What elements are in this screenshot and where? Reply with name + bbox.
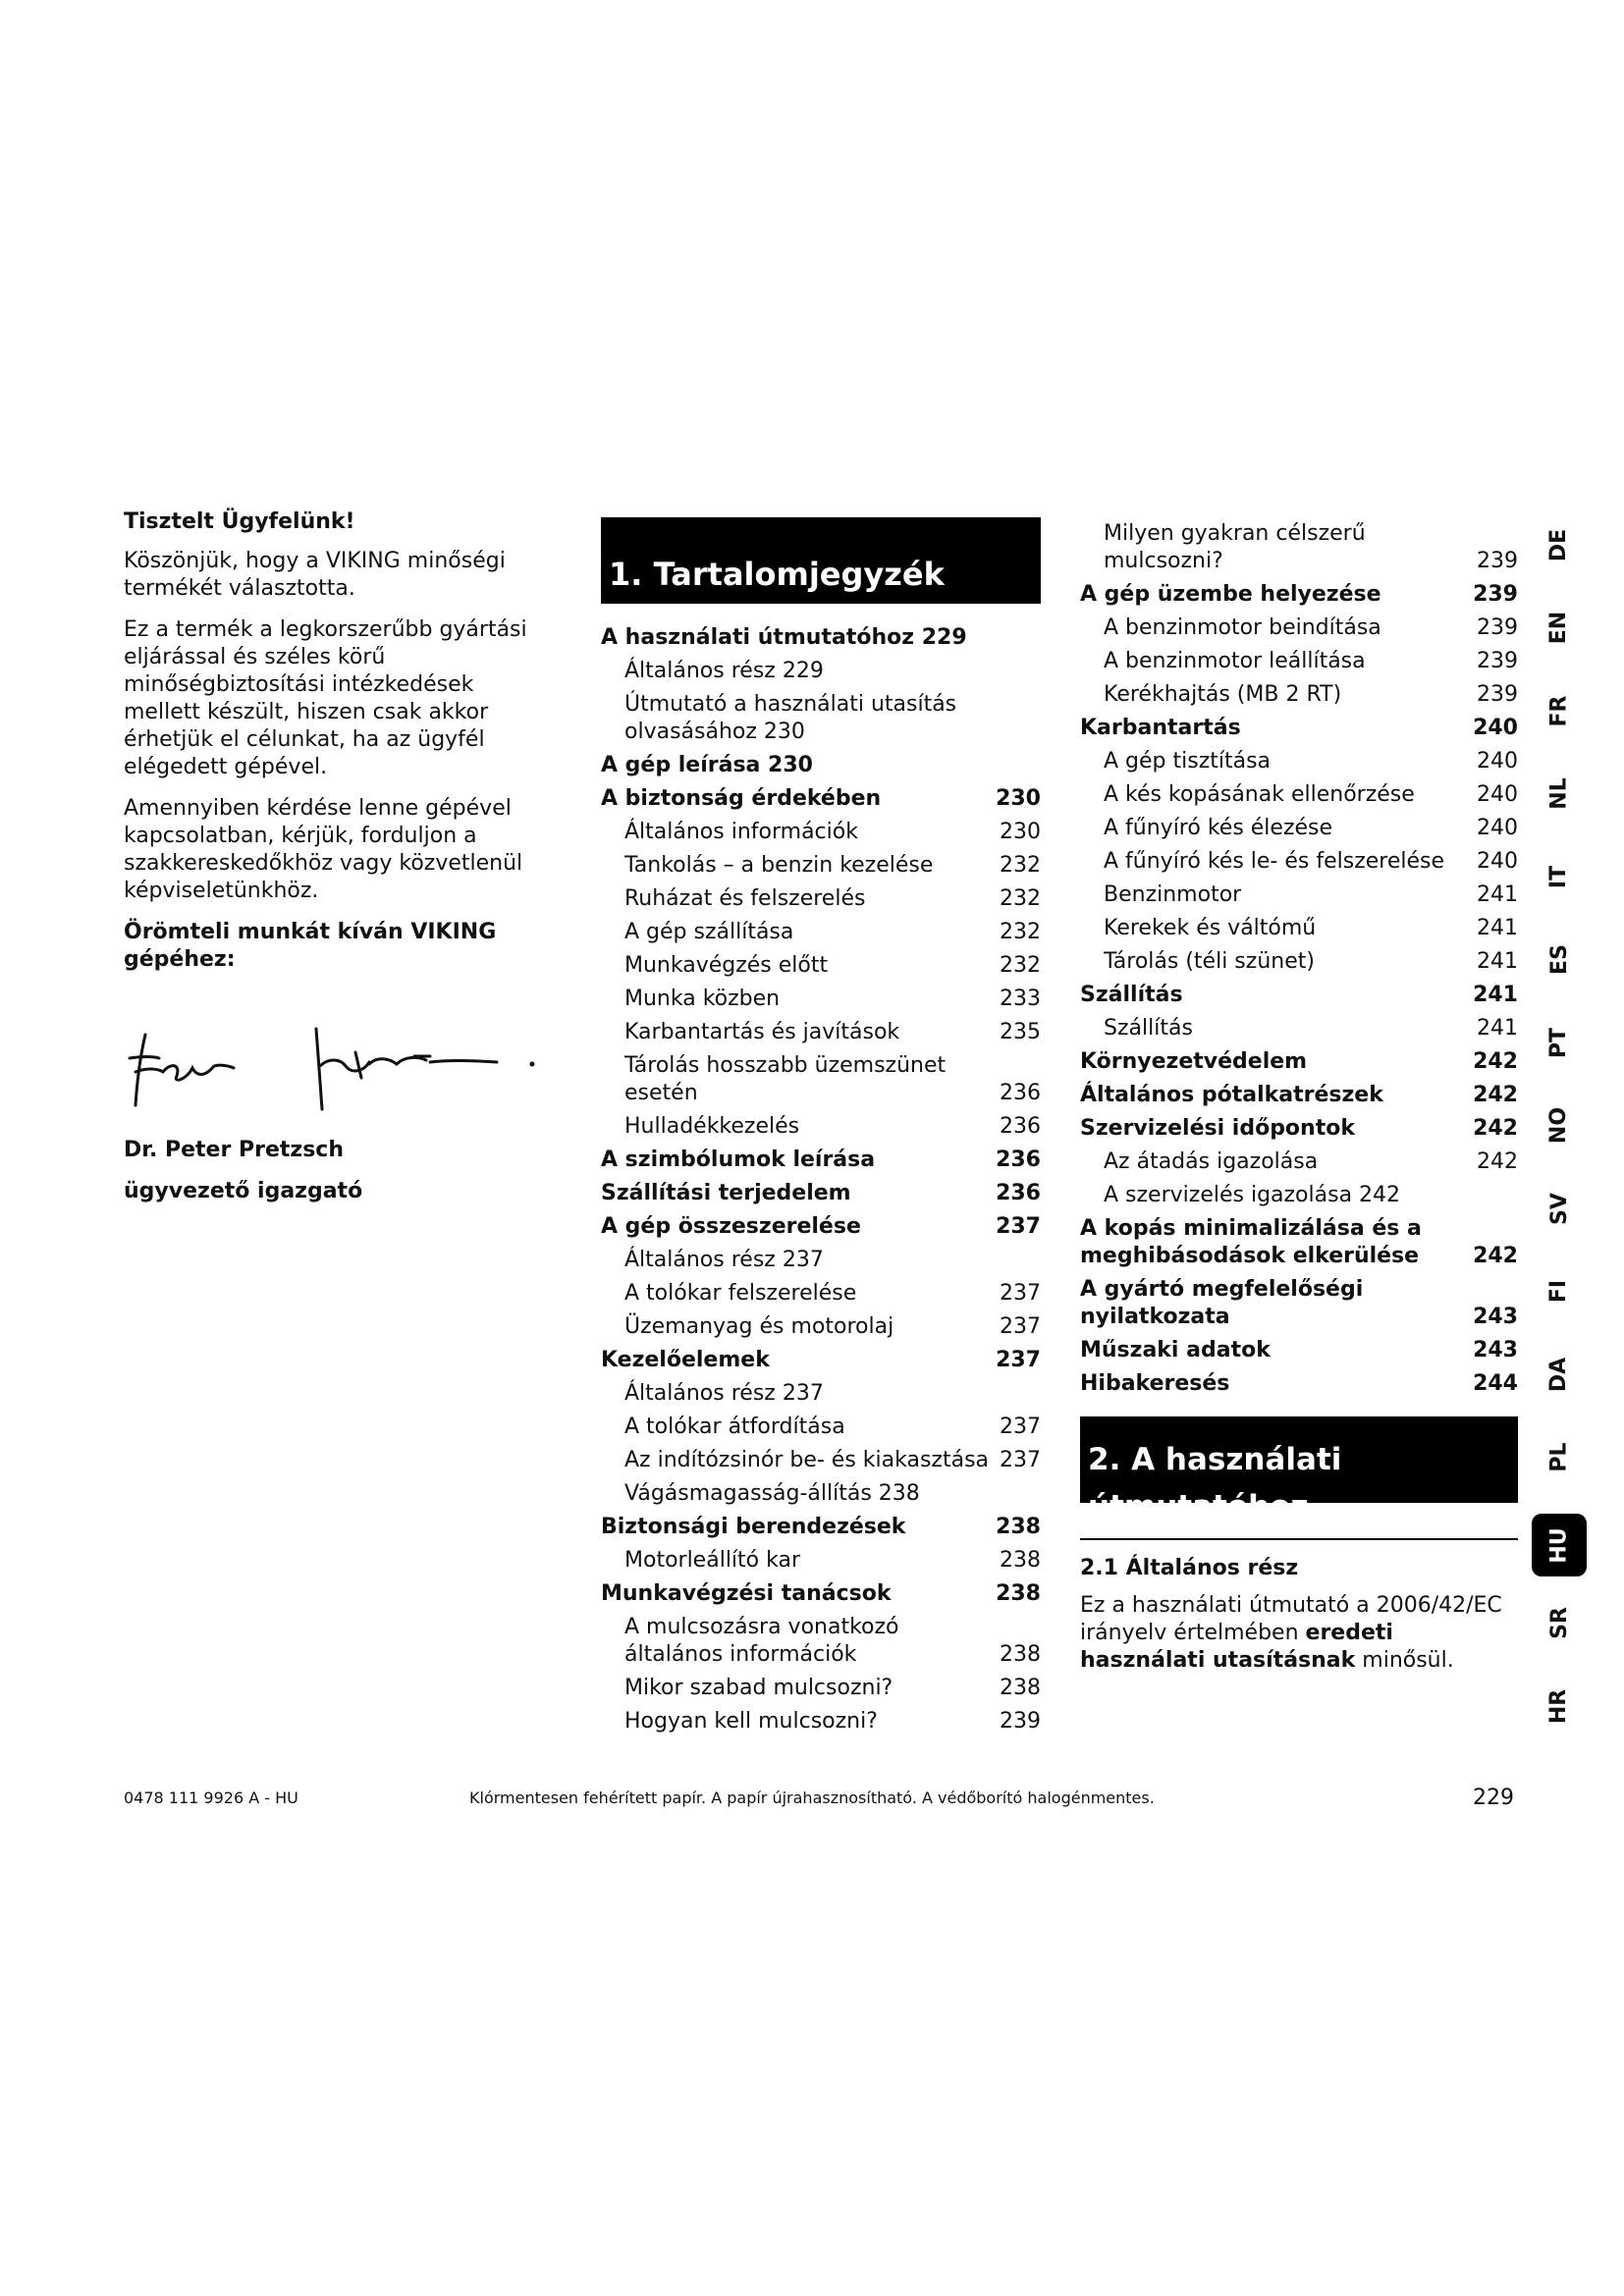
toc-entry-page: 242 <box>1477 1149 1518 1174</box>
language-tab-fi <box>1532 1265 1587 1318</box>
toc-entry-page: 239 <box>1473 582 1518 607</box>
toc-entry-page: 241 <box>1477 1016 1518 1041</box>
toc-entry-title: A gép leírása 230 <box>601 753 813 777</box>
toc-entry-page: 238 <box>1000 1548 1041 1573</box>
footer-note: Klórmentesen fehérített papír. A papír újrahasznosítható. A védőborító halogénmentes. <box>469 1789 1155 1807</box>
intro-paragraph-2: Ez a termék a legkorszerűbb gyártási eljárással és széles körű minőségbiztosítási intézkedések mellett készült, hiszen csak akkor érhetjük el célunkat, ha az ügyfél elégedett gépével. <box>124 617 527 779</box>
toc-entry <box>1080 979 1518 1012</box>
toc-entry-page: 240 <box>1477 782 1518 807</box>
toc-entry <box>601 1544 1041 1577</box>
toc-entry <box>601 1177 1041 1210</box>
toc-entry-page: 241 <box>1477 916 1518 940</box>
language-tab-nl <box>1532 768 1587 821</box>
toc-entry-title: A szimbólumok leírása <box>601 1148 876 1172</box>
language-tabs <box>1532 518 1591 1755</box>
toc-entry-page: 242 <box>1473 1244 1518 1268</box>
language-tab-de <box>1532 518 1587 571</box>
toc-entry <box>601 882 1041 916</box>
language-tab-sr <box>1532 1597 1587 1650</box>
toc-entry <box>601 1577 1041 1611</box>
toc-entry-page: 236 <box>996 1148 1041 1172</box>
toc-entry <box>1080 1146 1518 1179</box>
language-tab-pt <box>1532 1016 1587 1069</box>
toc-entry-title: A gép szállítása <box>624 920 794 944</box>
toc-entry-title: A tolókar átfordítása <box>624 1415 845 1439</box>
toc-entry <box>1080 1012 1518 1045</box>
toc-entry-title: Munka közben <box>624 987 781 1011</box>
toc-entry <box>601 1344 1041 1377</box>
toc-entry-title: Milyen gyakran célszerű mulcsozni? <box>1104 521 1366 573</box>
toc-list-2 <box>1080 517 1518 1401</box>
toc-entry-page: 237 <box>996 1214 1041 1239</box>
section-divider <box>1080 1538 1518 1540</box>
language-tab-label: NO <box>1546 1106 1572 1145</box>
toc-entry <box>1080 1045 1518 1079</box>
toc-entry-title: Kerekek és váltómű <box>1104 916 1317 940</box>
language-tab-no <box>1532 1099 1587 1152</box>
toc-entry <box>601 949 1041 983</box>
toc-entry <box>601 621 1041 655</box>
toc-entry-page: 232 <box>1000 886 1041 911</box>
toc-entry <box>601 1049 1041 1110</box>
toc-entry <box>1080 1079 1518 1112</box>
toc-entry-page: 237 <box>1000 1281 1041 1306</box>
toc-entry <box>601 1705 1041 1738</box>
toc-entry-page: 240 <box>1477 749 1518 774</box>
toc-column-2 <box>1080 517 1518 1675</box>
toc-entry-page: 233 <box>1000 987 1041 1011</box>
toc-entry <box>1080 678 1518 712</box>
language-tab-it <box>1532 850 1587 903</box>
toc-entry <box>1080 578 1518 612</box>
toc-entry <box>601 1310 1041 1344</box>
toc-entry-page: 241 <box>1477 882 1518 907</box>
toc-entry-title: Biztonsági berendezések <box>601 1515 906 1539</box>
toc-entry-page: 238 <box>1000 1676 1041 1700</box>
toc-entry-title: Tárolás (téli szünet) <box>1104 949 1315 974</box>
toc-entry-title: Az indítózsinór be- és kiakasztása <box>624 1448 990 1472</box>
toc-entry <box>1080 1367 1518 1401</box>
toc-entry-page: 239 <box>1477 615 1518 640</box>
toc-entry-page: 239 <box>1477 682 1518 707</box>
toc-entry-title: A gép tisztítása <box>1104 749 1272 774</box>
toc-entry <box>601 782 1041 816</box>
toc-entry <box>1080 912 1518 945</box>
language-tab-label: SV <box>1546 1192 1572 1225</box>
toc-entry-title: Általános rész 237 <box>624 1248 824 1272</box>
toc-entry <box>1080 1273 1518 1334</box>
toc-entry-title: Munkavégzési tanácsok <box>601 1581 892 1606</box>
toc-entry-title: Hibakeresés <box>1080 1371 1230 1396</box>
toc-entry <box>601 916 1041 949</box>
toc-entry-title: Tárolás hosszabb üzemszünet esetén <box>624 1053 947 1105</box>
language-tab-sv <box>1532 1182 1587 1235</box>
toc-entry <box>1080 745 1518 778</box>
toc-entry <box>601 1377 1041 1411</box>
toc-entry-title: A mulcsozásra vonatkozó általános információk <box>624 1615 899 1667</box>
toc-title: 1. Tartalomjegyzék <box>601 517 1041 604</box>
toc-entry-title: Mikor szabad mulcsozni? <box>624 1676 893 1700</box>
language-tab-label: FR <box>1546 695 1572 726</box>
toc-entry-page: 236 <box>996 1181 1041 1205</box>
toc-entry <box>601 1110 1041 1144</box>
signature-image <box>124 1017 556 1115</box>
toc-entry-title: Általános rész 237 <box>624 1381 824 1406</box>
toc-entry-title: A szervizelés igazolása 242 <box>1104 1183 1401 1207</box>
toc-entry <box>601 983 1041 1016</box>
toc-entry-page: 232 <box>1000 920 1041 944</box>
toc-entry <box>1080 879 1518 912</box>
toc-entry-title: Munkavégzés előtt <box>624 953 829 978</box>
section2-text <box>1080 1592 1518 1675</box>
toc-entry-page: 236 <box>1000 1114 1041 1139</box>
language-tab-es <box>1532 934 1587 987</box>
toc-entry-title: Általános információk <box>624 820 858 844</box>
language-tab-label: HU <box>1546 1526 1572 1564</box>
toc-entry <box>1080 1112 1518 1146</box>
toc-entry-page: 244 <box>1473 1371 1518 1396</box>
language-tab-label: DE <box>1546 528 1572 561</box>
toc-entry-title: Tankolás – a benzin kezelése <box>624 853 934 878</box>
toc-entry-title: Szállítási terjedelem <box>601 1181 851 1205</box>
language-tab-label: HR <box>1546 1688 1572 1724</box>
toc-entry-title: Motorleállító kar <box>624 1548 800 1573</box>
language-tab-hr <box>1532 1680 1587 1733</box>
toc-entry <box>601 1611 1041 1672</box>
language-tab-label: NL <box>1546 777 1572 810</box>
toc-entry-page: 238 <box>996 1515 1041 1539</box>
language-tab-label: PL <box>1546 1442 1572 1472</box>
toc-entry-title: Hulladékkezelés <box>624 1114 800 1139</box>
section2-text-bold: eredeti használati utasításnak <box>1080 1621 1393 1673</box>
toc-entry-page: 240 <box>1473 716 1518 740</box>
toc-entry-title: A fűnyíró kés le- és felszerelése <box>1104 849 1445 874</box>
toc-entry-page: 243 <box>1473 1305 1518 1329</box>
toc-entry-page: 241 <box>1473 983 1518 1007</box>
toc-entry <box>1080 645 1518 678</box>
toc-entry <box>601 655 1041 688</box>
language-tab-label: FI <box>1546 1279 1572 1304</box>
toc-entry <box>601 1411 1041 1444</box>
language-tab-fr <box>1532 684 1587 737</box>
toc-entry <box>601 1144 1041 1177</box>
toc-entry-page: 230 <box>1000 820 1041 844</box>
toc-list-1 <box>601 621 1041 1738</box>
toc-entry <box>1080 1212 1518 1273</box>
toc-entry-title: Kezelőelemek <box>601 1348 770 1372</box>
toc-entry-page: 237 <box>1000 1448 1041 1472</box>
language-tab-en <box>1532 602 1587 655</box>
toc-entry <box>601 749 1041 782</box>
toc-entry-title: A biztonság érdekében <box>601 786 882 811</box>
toc-entry-title: Karbantartás és javítások <box>624 1020 900 1044</box>
toc-entry <box>1080 845 1518 879</box>
toc-entry <box>601 1210 1041 1244</box>
language-tab-label: IT <box>1546 865 1572 888</box>
toc-entry-page: 237 <box>1000 1415 1041 1439</box>
section2-text-after: minősül. <box>1355 1648 1454 1673</box>
toc-entry-page: 240 <box>1477 849 1518 874</box>
toc-entry-title: Kerékhajtás (MB 2 RT) <box>1104 682 1342 707</box>
intro-paragraph-3: Amennyiben kérdése lenne gépével kapcsolatban, kérjük, forduljon a szakkereskedőkhöz vagy közvetlenül képviseletünkhöz. <box>124 796 523 903</box>
signer-name: Dr. Peter Pretzsch <box>124 1138 344 1162</box>
toc-column-1 <box>601 517 1041 1738</box>
toc-entry-title: A benzinmotor leállítása <box>1104 649 1366 673</box>
toc-entry-title: Az átadás igazolása <box>1104 1149 1319 1174</box>
toc-entry-page: 243 <box>1473 1338 1518 1362</box>
toc-entry-page: 238 <box>1000 1642 1041 1667</box>
language-tab-pl <box>1532 1431 1587 1484</box>
section2-subtitle: 2.1 Általános rész <box>1080 1556 1299 1580</box>
toc-entry-page: 239 <box>1000 1709 1041 1734</box>
toc-entry-page: 232 <box>1000 853 1041 878</box>
toc-entry-page: 232 <box>1000 953 1041 978</box>
toc-entry-title: Ruházat és felszerelés <box>624 886 866 911</box>
toc-entry-page: 237 <box>1000 1314 1041 1339</box>
toc-entry <box>601 816 1041 849</box>
toc-entry-title: A gép összeszerelése <box>601 1214 861 1239</box>
page-number: 229 <box>1473 1786 1514 1810</box>
toc-entry-title: Szervizelési időpontok <box>1080 1116 1355 1141</box>
toc-entry <box>1080 1179 1518 1212</box>
intro-paragraph-1: Köszönjük, hogy a VIKING minőségi termékét választotta. <box>124 549 506 601</box>
toc-entry-page: 242 <box>1473 1083 1518 1107</box>
toc-entry-page: 237 <box>996 1348 1041 1372</box>
toc-entry <box>601 849 1041 882</box>
toc-entry-title: A benzinmotor beindítása <box>1104 615 1381 640</box>
toc-entry-title: A tolókar felszerelése <box>624 1281 857 1306</box>
toc-entry-title: Útmutató a használati utasítás olvasásához 230 <box>624 692 957 744</box>
toc-entry-page: 235 <box>1000 1020 1041 1044</box>
toc-entry <box>601 1477 1041 1511</box>
toc-entry-title: A használati útmutatóhoz 229 <box>601 625 967 650</box>
toc-entry-title: Szállítás <box>1104 1016 1193 1041</box>
toc-entry-title: A gép üzembe helyezése <box>1080 582 1381 607</box>
section2-title: 2. A használati útmutatóhoz <box>1080 1416 1518 1503</box>
toc-entry <box>1080 612 1518 645</box>
toc-entry <box>601 1277 1041 1310</box>
signer-role: ügyvezető igazgató <box>124 1179 363 1203</box>
toc-entry-title: Benzinmotor <box>1104 882 1242 907</box>
language-tab-label: EN <box>1546 611 1572 645</box>
toc-entry <box>1080 812 1518 845</box>
toc-entry-title: Általános pótalkatrészek <box>1080 1083 1383 1107</box>
language-tab-label: PT <box>1546 1027 1572 1058</box>
toc-entry-title: Szállítás <box>1080 983 1183 1007</box>
toc-entry <box>1080 517 1518 578</box>
toc-entry-title: A kopás minimalizálása és a meghibásodások elkerülése <box>1080 1216 1422 1268</box>
toc-entry-page: 236 <box>1000 1081 1041 1105</box>
toc-entry-title: A fűnyíró kés élezése <box>1104 816 1333 840</box>
intro-letter <box>124 508 556 1219</box>
toc-entry <box>1080 945 1518 979</box>
toc-entry <box>1080 1334 1518 1367</box>
toc-entry <box>601 1672 1041 1705</box>
toc-entry-page: 242 <box>1473 1049 1518 1074</box>
toc-entry-title: Hogyan kell mulcsozni? <box>624 1709 878 1734</box>
toc-entry <box>601 688 1041 749</box>
toc-entry-page: 230 <box>996 786 1041 811</box>
toc-entry-page: 241 <box>1477 949 1518 974</box>
language-tab-hu <box>1532 1514 1587 1576</box>
toc-entry-page: 239 <box>1477 549 1518 573</box>
toc-entry-title: Műszaki adatok <box>1080 1338 1271 1362</box>
toc-entry-title: Üzemanyag és motorolaj <box>624 1314 894 1339</box>
footer-code: 0478 111 9926 A - HU <box>124 1789 298 1807</box>
toc-entry <box>601 1244 1041 1277</box>
toc-entry-title: A gyártó megfelelőségi nyilatkozata <box>1080 1277 1364 1329</box>
language-tab-da <box>1532 1348 1587 1401</box>
toc-entry-title: Karbantartás <box>1080 716 1241 740</box>
toc-entry-title: A kés kopásának ellenőrzése <box>1104 782 1415 807</box>
toc-entry <box>1080 778 1518 812</box>
toc-entry-page: 239 <box>1477 649 1518 673</box>
toc-entry <box>601 1444 1041 1477</box>
toc-entry-page: 242 <box>1473 1116 1518 1141</box>
toc-entry-title: Környezetvédelem <box>1080 1049 1308 1074</box>
toc-entry <box>601 1511 1041 1544</box>
toc-entry <box>1080 712 1518 745</box>
closing-line: Örömteli munkát kíván VIKING gépéhez: <box>124 920 497 972</box>
section2-text-before: Ez a használati útmutató a 2006/42/EC irányelv értelmében <box>1080 1593 1502 1645</box>
language-tab-label: DA <box>1546 1357 1572 1392</box>
toc-entry-title: Általános rész 229 <box>624 659 824 683</box>
language-tab-label: SR <box>1546 1607 1572 1639</box>
toc-entry-title: Vágásmagasság-állítás 238 <box>624 1481 920 1506</box>
language-tab-label: ES <box>1546 944 1572 975</box>
toc-entry-page: 240 <box>1477 816 1518 840</box>
toc-entry <box>601 1016 1041 1049</box>
greeting: Tisztelt Ügyfelünk! <box>124 509 355 534</box>
toc-entry-page: 238 <box>996 1581 1041 1606</box>
